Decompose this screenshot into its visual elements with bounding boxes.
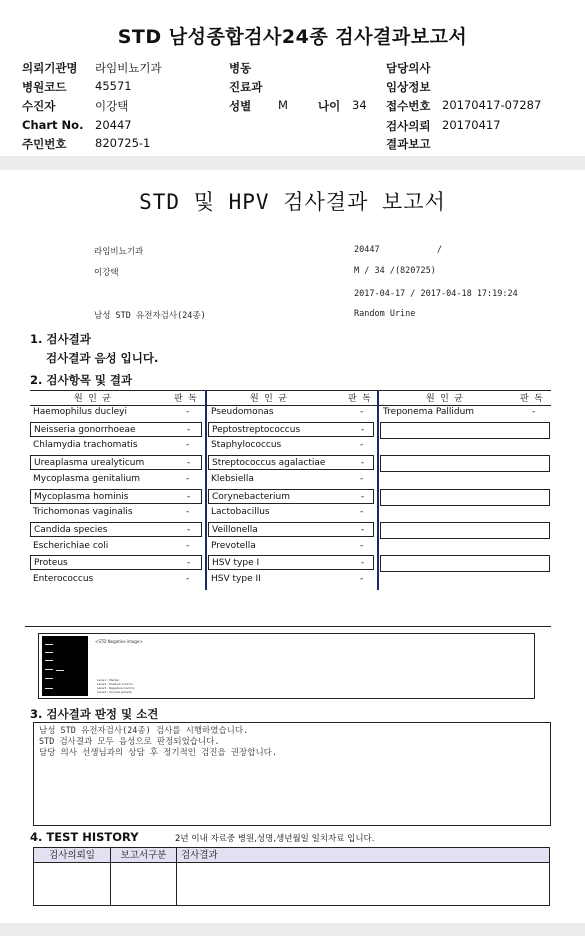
pathogen-result: - [186,540,190,551]
code-label: 병원코드 [22,80,67,94]
sheet-slash: / [437,245,443,255]
pathogen-result: - [186,407,190,417]
item-row [380,522,550,539]
org-value: 라임비뇨기과 [95,61,162,75]
pathogen-result: - [360,473,364,484]
req-value: 20170417 [442,118,501,132]
column-divider [205,390,207,590]
pathogen-result: - [186,440,190,451]
col3-result-header: 판 독 [520,394,543,404]
ward-label: 병동 [229,61,252,75]
item-row [380,572,548,587]
items-heading: 2. 검사항목 및 결과 [30,373,133,387]
history-col-type: 보고서구분 [111,848,177,863]
id-label: 주민번호 [22,137,67,151]
recv-value: 20170417-07287 [442,98,542,112]
pathogen-result: - [361,524,365,535]
pathogen-name: HSV type I [212,558,260,569]
col1-header: 원 인 균 [74,394,111,404]
judgement-memo [33,722,551,826]
gel-legend [97,678,134,694]
item-row [380,489,550,506]
history-heading: 4. TEST HISTORY [30,830,139,844]
bottom-band [0,923,585,936]
pathogen-name: Staphylococcus [211,440,282,451]
pathogen-result: - [187,491,191,502]
item-row [208,438,374,453]
sheet-patient: 이강택 [94,268,119,278]
sheet-title: STD 및 HPV 검사결과 보고서 [139,190,446,214]
judgement-line: STD 검사결과 모두 음성으로 판정되었습니다. [39,737,220,747]
item-row [208,472,374,487]
history-note: 2년 이내 자료중 병원,성명,생년월일 일치자료 입니다. [175,834,375,844]
pathogen-name: Ureaplasma urealyticum [34,458,145,469]
col2-result-header: 판 독 [348,394,371,404]
col3-header: 원 인 균 [426,394,463,404]
pathogen-name: Chlamydia trachomatis [33,440,138,451]
item-row [380,555,550,572]
org-label: 의뢰기관명 [22,61,78,75]
pathogen-result: - [532,407,536,417]
doctor-label: 담당의사 [386,61,431,75]
item-row [30,555,202,570]
items-column-1 [30,405,204,590]
sheet-sex-age: M / 34 /(820725) [354,266,436,276]
pathogen-result: - [360,407,364,417]
item-row [380,472,548,487]
pathogen-name: Enterococcus [33,574,94,584]
item-row [380,438,548,453]
pathogen-result: - [361,424,365,435]
gel-legend-line: Lane3 : Negative Control [97,686,135,690]
judgement-line: 담당 의사 선생님과의 상담 후 정기적인 검진을 권장합니다. [39,748,278,758]
patient-label: 수진자 [22,99,56,113]
item-row [30,572,202,587]
items-column-3 [380,405,550,590]
pathogen-result: - [187,424,191,435]
clinical-label: 임상정보 [386,80,431,94]
judgement-heading: 3. 검사결과 판정 및 소견 [30,707,159,721]
gel-legend-line: Lane1 : Marker [97,678,120,682]
separator-band [0,156,585,170]
pathogen-result: - [187,558,191,569]
history-col-date: 검사의뢰일 [34,848,111,863]
judgement-line: 남성 STD 유전자검사(24종) 검사를 시행하였습니다. [39,726,249,736]
pathogen-name: Mycoplasma genitalium [33,473,141,484]
sheet-chart: 20447 [354,245,380,255]
sheet-test-name: 남성 STD 유전자검사(24종) [94,311,206,321]
gel-image [42,636,88,696]
chart-label: Chart No. [22,118,84,132]
age-label: 나이 [318,99,341,113]
items-table-header [30,390,551,406]
item-row [30,455,202,470]
items-column-2 [208,405,376,590]
item-row [380,539,548,554]
pathogen-name: Treponema Pallidum [383,407,475,417]
pathogen-result: - [187,458,191,469]
pathogen-name: Corynebacterium [212,491,290,502]
report-title: STD 남성종합검사24종 검사결과보고서 [117,26,468,48]
pathogen-name: Candida species [34,524,108,535]
pathogen-name: HSV type II [211,574,261,584]
item-row [30,405,202,420]
pathogen-name: Haemophilus ducleyi [33,407,127,417]
pathogen-result: - [360,440,364,451]
pathogen-name: Proteus [34,558,68,569]
item-row [380,505,548,520]
item-row [30,522,202,537]
item-row [208,522,374,537]
history-divider [110,863,111,905]
column-divider [377,390,379,590]
pathogen-name: Veillonella [212,524,258,535]
pathogen-name: Peptostreptococcus [212,424,301,435]
pathogen-name: Mycoplasma hominis [34,491,129,502]
pathogen-result: - [186,473,190,484]
item-row [30,539,202,554]
item-row [208,455,374,470]
item-row [208,489,374,504]
item-row [30,472,202,487]
item-row [30,489,202,504]
patient-value: 이강택 [95,99,129,113]
sheet-dates: 2017-04-17 / 2017-04-18 17:19:24 [354,289,518,299]
item-row [208,505,374,520]
pathogen-result: - [186,507,190,518]
pathogen-result: - [361,458,365,469]
pathogen-result: - [361,558,365,569]
history-col-result: 검사결과 [177,848,549,863]
history-divider [176,863,177,905]
pathogen-result: - [360,507,364,518]
pathogen-result: - [361,491,365,502]
col2-header: 원 인 균 [250,394,287,404]
age-value: 34 [352,98,367,112]
item-row [208,555,374,570]
result-text: 검사결과 음성 입니다. [46,351,159,365]
result-heading: 1. 검사결과 [30,332,91,346]
gel-legend-line: Lane2 : Positive Control [97,682,133,686]
item-row [380,422,550,439]
gel-legend-line: Lane4 : Clinical sample [97,690,132,694]
pathogen-name: Streptococcus agalactiae [212,458,326,469]
gel-caption: <STD Negative image> [95,639,143,644]
dept-label: 진료과 [229,80,263,94]
item-row [380,455,550,472]
pathogen-name: Prevotella [211,540,256,551]
sex-label: 성별 [229,99,252,113]
pathogen-result: - [360,540,364,551]
pathogen-result: - [186,574,190,584]
item-row [30,505,202,520]
item-row [208,539,374,554]
pathogen-result: - [187,524,191,535]
col1-result-header: 판 독 [174,394,197,404]
req-label: 검사의뢰 [386,119,431,133]
divider-line [25,626,551,627]
item-row [208,422,374,437]
report-label: 결과보고 [386,137,431,151]
pathogen-name: Pseudomonas [211,407,274,417]
code-value: 45571 [95,79,132,93]
item-row [30,438,202,453]
pathogen-name: Neisseria gonorrhoeae [34,424,136,435]
pathogen-result: - [360,574,364,584]
id-value: 820725-1 [95,136,151,150]
pathogen-name: Lactobacillus [211,507,270,518]
pathogen-name: Escherichiae coli [33,540,109,551]
chart-value: 20447 [95,118,132,132]
item-row [380,405,548,420]
recv-label: 접수번호 [386,99,431,113]
sheet-clinic: 라임비뇨기과 [94,247,144,257]
pathogen-name: Klebsiella [211,473,254,484]
sex-value: M [278,98,288,112]
sheet-specimen: Random Urine [354,309,416,319]
pathogen-name: Trichomonas vaginalis [33,507,133,518]
item-row [208,405,374,420]
history-table [33,847,550,906]
item-row [208,572,374,587]
item-row [30,422,202,437]
